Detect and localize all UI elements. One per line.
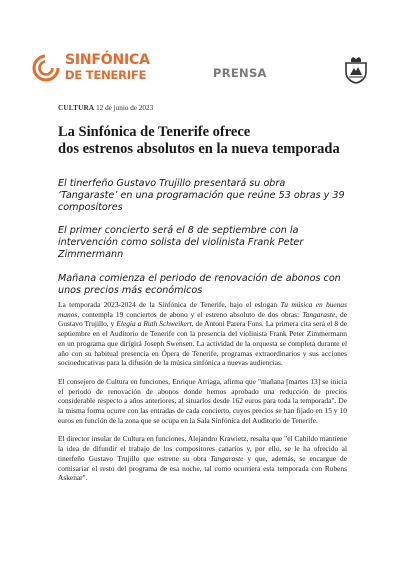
subheadline-2-line2: intervención como solista del violinista Frank Peter	[58, 237, 304, 249]
p3-text-a: El director insular de Cultura en funciones, Alejandro Krawietz, resalta que "el Cabildo mantiene la idea de difundir el trabajo de los compositores canarios y, por ello, se le ha ofrecido al tinerfeño Gustavo Trujillo que estrene su obra	[58, 434, 347, 463]
p3-text-b: y que, además, se encargue de comisariar el resto del programa de esa noche, tal como ocurriera esta temporada con Rubens Askenar".	[58, 453, 347, 483]
subheadline-2-line1: El primer concierto será el 8 de septiembre con la	[58, 225, 299, 237]
logo-text-line2: DE TENERIFE	[65, 68, 147, 82]
dateline	[58, 104, 153, 112]
p1-text-d: , de Antoni Parera Fons. La primera cita será el 8 de septiembre en el Auditorio de Tenerife con la presencia del violinista Frank Peter Zimmermann en un programa que dirigirá Joseph Swensen. La actividad de la orquesta se completa durante el año con su habitual presencia en Ópera de Tenerife, programas extraordinarios y sus acciones socioeducativas para la difusión de la música sinfónica a nuevas audiencias.	[58, 319, 348, 368]
publication-date: 12 de junio de 2023	[96, 104, 154, 112]
logo-text-line1: SINFÓNICA	[65, 52, 150, 68]
subheadlines	[58, 178, 358, 308]
subheadline-1-line3: compositores	[58, 201, 123, 213]
subheadline-2	[58, 225, 358, 260]
subheadline-3-line1: Mañana comienza el periodo de renovación de abonos con	[58, 272, 341, 284]
p1-text-c: , de Gustavo Trujillo, y	[58, 309, 348, 329]
coat-of-arms-icon	[343, 56, 369, 84]
subheadline-3-line2: unos precios más económicos	[58, 284, 203, 296]
subheadline-3	[58, 273, 358, 297]
article-body	[58, 300, 347, 492]
headline	[58, 124, 358, 158]
subheadline-1	[58, 178, 358, 213]
category-label: CULTURA	[58, 104, 95, 112]
subheadline-2-line3: Zimmermann	[58, 248, 124, 260]
p1-work-title-2: Elegía a Ruth Schweikert	[116, 319, 192, 329]
subheadline-1-line2: ‘Tangaraste’ en una programación que reúne 53 obras y 39	[58, 189, 345, 201]
body-paragraph-1	[58, 300, 347, 368]
section-label: PRENSA	[213, 66, 267, 80]
body-paragraph-3	[58, 434, 347, 483]
headline-line1: La Sinfónica de Tenerife ofrece	[58, 124, 251, 140]
orchestra-logo	[32, 52, 182, 86]
p3-work-title: Tangaraste	[210, 453, 244, 463]
orchestra-logo-mark-icon	[32, 54, 60, 82]
p1-text-b: , contempla 19 conciertos de abono y el estreno absoluto de dos obras:	[77, 309, 303, 319]
p1-work-title-1: Tangaraste	[302, 309, 336, 319]
p1-slogan: Tu música en buenas manos	[58, 300, 347, 319]
body-paragraph-2: El consejero de Cultura en funciones, Enrique Arriaga, afirma que "mañana [martes 13] se inicia el periodo de renovación de abonos donde hemos aprobado una reducción de precios considerable respecto a años anteriores, al situarlos desde 162 euros para toda la temporada". De la misma forma ocurre con las entradas de cada concierto, cuyos precios se han fijado en 15 y 10 euros en función de la zona que se ocupa en la Sala Sinfónica del Auditorio de Tenerife.	[58, 376, 347, 425]
headline-line2: dos estrenos absolutos en la nueva temporada	[58, 141, 340, 157]
p1-text-a: La temporada 2023-2024 de la Sinfónica de Tenerife, bajo el eslogan	[58, 300, 281, 309]
subheadline-1-line1: El tinerfeño Gustavo Trujillo presentará su obra	[58, 178, 286, 189]
